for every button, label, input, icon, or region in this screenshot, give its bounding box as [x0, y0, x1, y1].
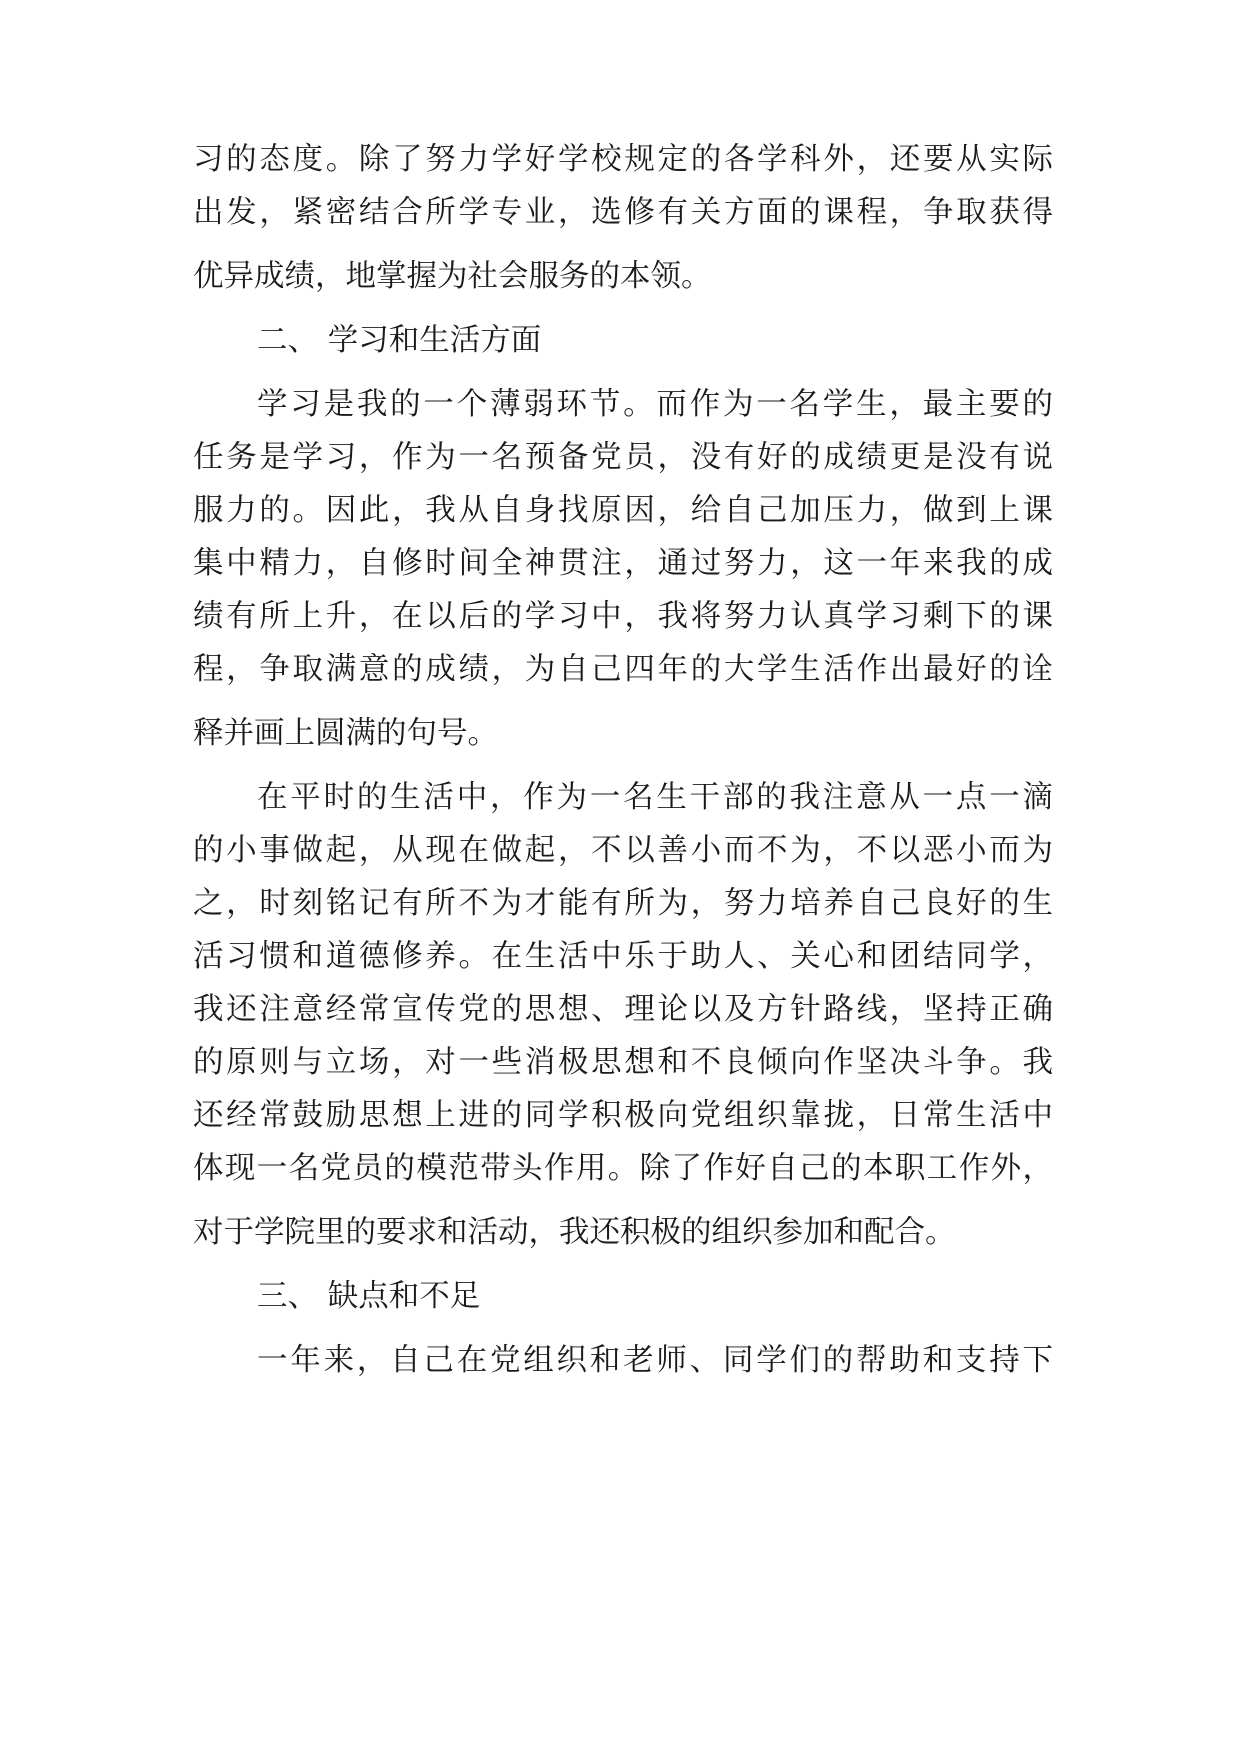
section-heading: 三、 缺点和不足 — [257, 1279, 481, 1314]
text-line: 之，时刻铭记有所不为才能有所为，努力培养自己良好的生 — [193, 886, 1053, 921]
text-line: 对于学院里的要求和活动，我还积极的组织参加和配合。 — [193, 1215, 956, 1250]
text-line: 服力的。因此，我从自身找原因，给自己加压力，做到上课 — [193, 493, 1053, 528]
text-line: 习的态度。除了努力学好学校规定的各学科外，还要从实际 — [193, 142, 1053, 177]
text-line: 集中精力，自修时间全神贯注，通过努力，这一年来我的成 — [193, 546, 1053, 581]
text-line: 释并画上圆满的句号。 — [193, 716, 498, 751]
text-line: 优异成绩，地掌握为社会服务的本领。 — [193, 259, 712, 294]
text-line: 一年来，自己在党组织和老师、同学们的帮助和支持下 — [257, 1343, 1053, 1378]
text-line: 学习是我的一个薄弱环节。而作为一名学生，最主要的 — [257, 387, 1053, 422]
text-line: 绩有所上升，在以后的学习中，我将努力认真学习剩下的课 — [193, 599, 1053, 634]
text-line: 程，争取满意的成绩，为自己四年的大学生活作出最好的诠 — [193, 652, 1053, 687]
text-line: 任务是学习，作为一名预备党员，没有好的成绩更是没有说 — [193, 440, 1053, 475]
text-line: 的原则与立场，对一些消极思想和不良倾向作坚决斗争。我 — [193, 1045, 1053, 1080]
section-heading: 二、 学习和生活方面 — [257, 323, 542, 358]
text-line: 还经常鼓励思想上进的同学积极向党组织靠拢，日常生活中 — [193, 1098, 1053, 1133]
text-line: 我还注意经常宣传党的思想、理论以及方针路线，坚持正确 — [193, 992, 1053, 1027]
text-line: 在平时的生活中，作为一名生干部的我注意从一点一滴 — [257, 780, 1053, 815]
text-line: 的小事做起，从现在做起，不以善小而不为，不以恶小而为 — [193, 833, 1053, 868]
text-line: 活习惯和道德修养。在生活中乐于助人、关心和团结同学， — [193, 939, 1053, 974]
text-line: 体现一名党员的模范带头作用。除了作好自己的本职工作外， — [193, 1151, 1053, 1186]
text-line: 出发，紧密结合所学专业，选修有关方面的课程，争取获得 — [193, 195, 1053, 230]
